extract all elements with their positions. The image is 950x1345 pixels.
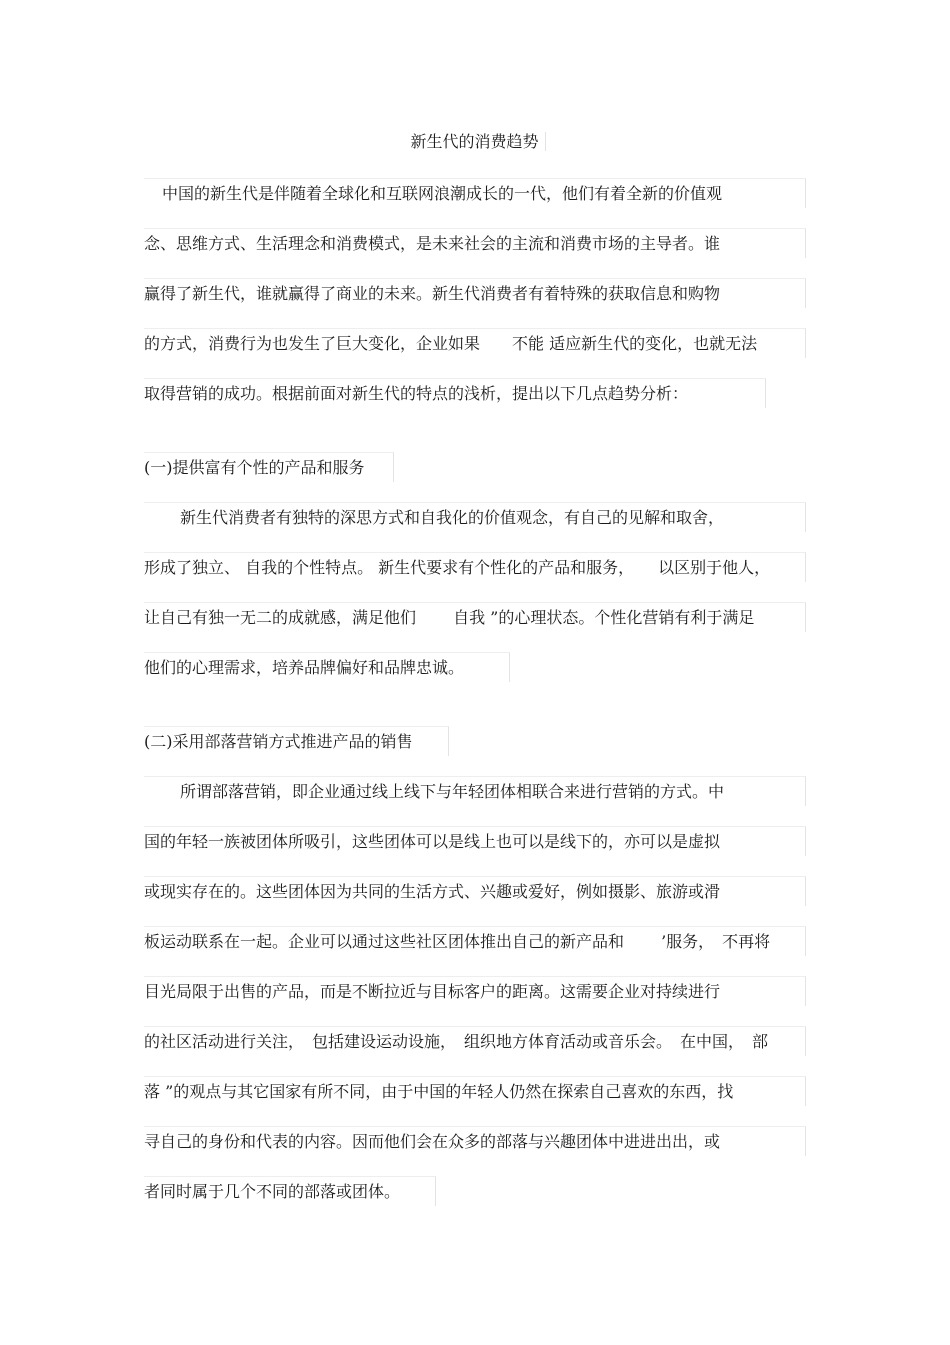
paragraph-line: 中国的新生代是伴随着全球化和互联网浪潮成长的一代，他们有着全新的价值观: [144, 178, 806, 208]
section-heading: (二)采用部落营销方式推进产品的销售: [144, 726, 449, 756]
paragraph-line: 板运动联系在一起。企业可以通过这些社区团体推出自己的新产品和 ’服务， 不再将: [144, 926, 806, 956]
document-title: [0, 128, 950, 156]
document-title-text: 新生代的消费趋势: [404, 132, 545, 151]
paragraph-line: 赢得了新生代，谁就赢得了商业的未来。新生代消费者有着特殊的获取信息和购物: [144, 278, 806, 308]
paragraph-line: 落 ”的观点与其它国家有所不同，由于中国的年轻人仍然在探索自己喜欢的东西，找: [144, 1076, 806, 1106]
paragraph-line: 形成了独立、 自我的个性特点。 新生代要求有个性化的产品和服务， 以区别于他人，: [144, 552, 806, 582]
section-heading: (一)提供富有个性的产品和服务: [144, 452, 394, 482]
paragraph-line: 他们的心理需求，培养品牌偏好和品牌忠诚。: [144, 652, 510, 682]
paragraph-line: 新生代消费者有独特的深思方式和自我化的价值观念，有自己的见解和取舍，: [144, 502, 806, 532]
paragraph-line: 让自己有独一无二的成就感，满足他们 自我 ”的心理状态。个性化营销有利于满足: [144, 602, 806, 632]
paragraph-line: 取得营销的成功。根据前面对新生代的特点的浅析，提出以下几点趋势分析：: [144, 378, 766, 408]
paragraph-line: 国的年轻一族被团体所吸引，这些团体可以是线上也可以是线下的，亦可以是虚拟: [144, 826, 806, 856]
paragraph-line: 目光局限于出售的产品，而是不断拉近与目标客户的距离。这需要企业对持续进行: [144, 976, 806, 1006]
paragraph-line: 寻自己的身份和代表的内容。因而他们会在众多的部落与兴趣团体中进进出出，或: [144, 1126, 806, 1156]
paragraph-line: 的方式，消费行为也发生了巨大变化，企业如果 不能 适应新生代的变化，也就无法: [144, 328, 806, 358]
paragraph-line: 者同时属于几个不同的部落或团体。: [144, 1176, 436, 1206]
paragraph-line: 或现实存在的。这些团体因为共同的生活方式、兴趣或爱好，例如摄影、旅游或滑: [144, 876, 806, 906]
paragraph-line: 念、思维方式、生活理念和消费模式，是未来社会的主流和消费市场的主导者。谁: [144, 228, 806, 258]
paragraph-line: 所谓部落营销，即企业通过线上线下与年轻团体相联合来进行营销的方式。中: [144, 776, 806, 806]
paragraph-line: 的社区活动进行关注， 包括建设运动设施， 组织地方体育活动或音乐会。 在中国， 部: [144, 1026, 806, 1056]
